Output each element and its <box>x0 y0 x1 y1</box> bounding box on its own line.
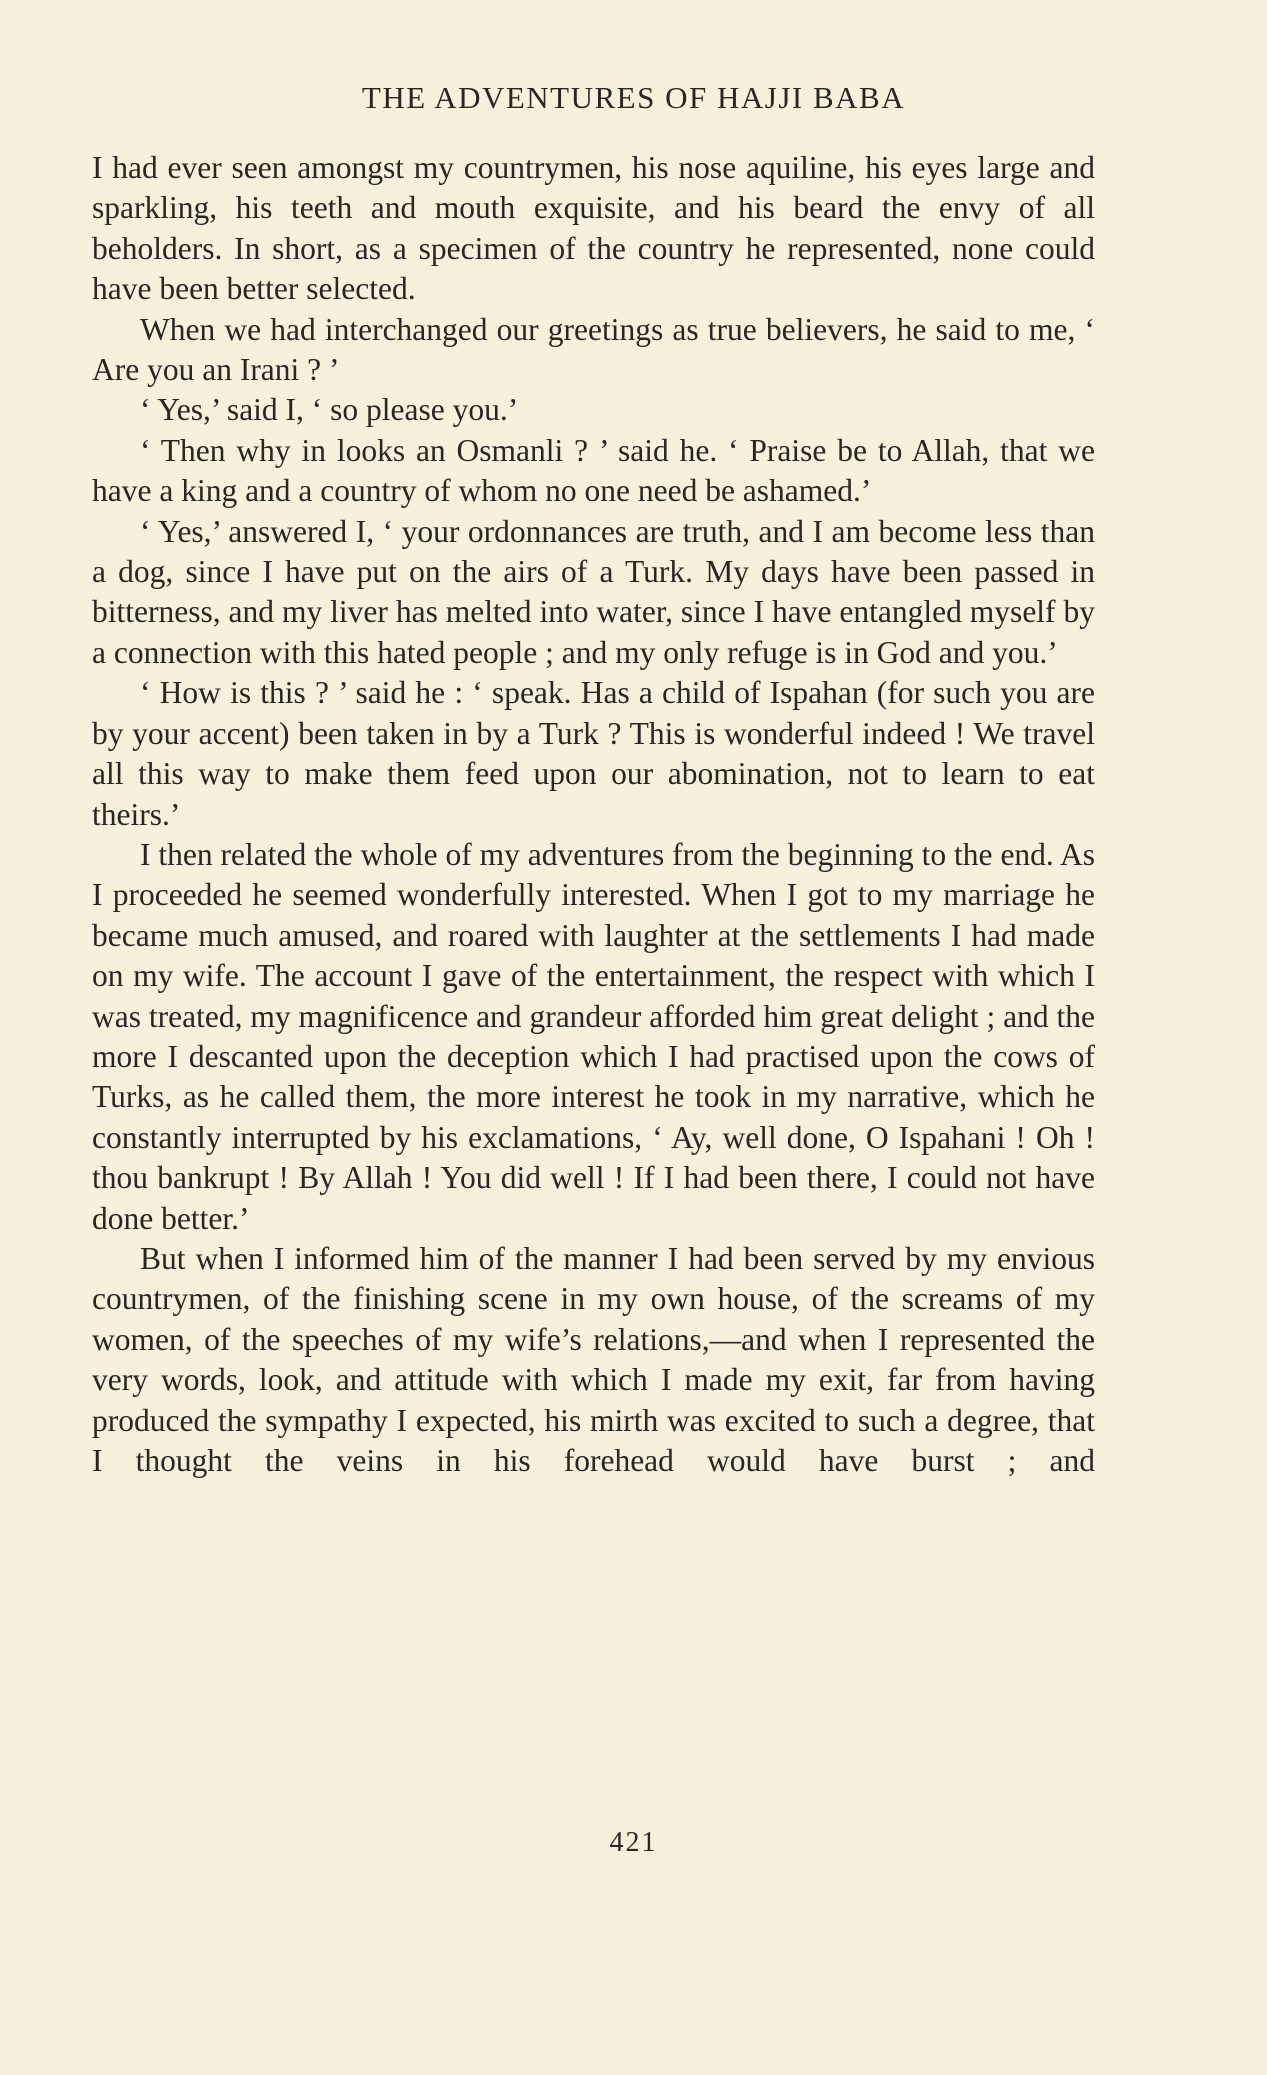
paragraph: ‘ Yes,’ answered I, ‘ your ordonnances are truth, and I am become less than a dog, since I have put on the airs of a Turk. My days have been passed in bitterness, and my liver has melted into water, since I have entangled myself by a connection with this hated people ; and my only refuge is in God and you.’ <box>92 513 1095 670</box>
paragraph: When we had interchanged our greetings as true believers, he said to me, ‘ Are you an Irani ? ’ <box>92 311 1095 388</box>
paragraph-continued: But when I informed him of the manner I had been served by my envious countrymen, of the finishing scene in my own house, of the screams of my women, of the speeches of my wife’s relations,—and when I represented the very words, look, and attitude with which I made my exit, far from having produced the sympathy I expected, his mirth was excited to such a degree, that I thought the veins in his forehead would have burst ; and <box>92 1240 1095 1478</box>
paragraph: ‘ Yes,’ said I, ‘ so please you.’ <box>140 392 519 428</box>
paragraph-continuation: I had ever seen amongst my countrymen, his nose aquiline, his eyes large and sparkling, his teeth and mouth exquisite, and his beard the envy of all beholders. In short, as a specimen of the country he represented, none could have been better selected. <box>92 150 1095 307</box>
body-text <box>92 148 1095 1481</box>
paragraph: ‘ How is this ? ’ said he : ‘ speak. Has a child of Ispahan (for such you are by your accent) been taken in by a Turk ? This is wonderful indeed ! We travel all this way to make them feed upon our abomination, not to learn to eat theirs.’ <box>92 675 1095 832</box>
paragraph: ‘ Then why in looks an Osmanli ? ’ said he. ‘ Praise be to Allah, that we have a king and a country of whom no one need be ashamed.’ <box>92 432 1095 509</box>
page-number: 421 <box>609 1827 658 1858</box>
running-head: THE ADVENTURES OF HAJJI BABA <box>361 80 906 115</box>
paragraph: I then related the whole of my adventures from the beginning to the end. As I proceeded he seemed wonderfully interested. When I got to my marriage he became much amused, and roared with laughter at the settlements I had made on my wife. The account I gave of the entertainment, the respect with which I was treated, my magnificence and grandeur afforded him great delight ; and the more I descanted upon the deception which I had practised upon the cows of Turks, as he called them, the more interest he took in my narrative, which he constantly interrupted by his exclamations, ‘ Ay, well done, O Ispahani ! Oh ! thou bankrupt ! By Allah ! You did well ! If I had been there, I could not have done better.’ <box>92 836 1095 1236</box>
